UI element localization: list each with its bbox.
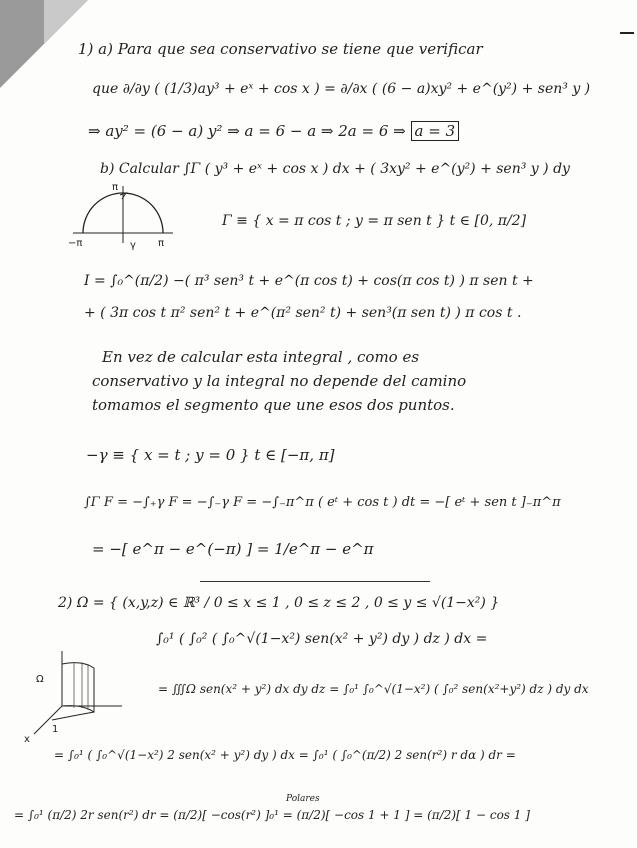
- line-6: I = ∫₀^(π/2) −( π³ sen³ t + e^(π cos t) + cos(π cos t) ) π sen t +: [84, 273, 534, 289]
- line-11: −γ ≡ { x = t ; y = 0 } t ∈ [−π, π]: [86, 446, 335, 464]
- gamma-label: γ: [130, 240, 136, 251]
- line-17: = ∫₀¹ ( ∫₀^√(1−x²) 2 sen(x² + y²) dy ) dx = ∫₀¹ ( ∫₀^(π/2) 2 sen(r²) r dα ) dr =: [54, 748, 516, 762]
- line-12: ∫Γ F = −∫₊γ F = −∫₋γ F = −∫₋π^π ( eᵗ + cos t ) dt = −[ eᵗ + sen t ]₋π^π: [84, 495, 561, 510]
- one-label: 1: [52, 724, 59, 735]
- folded-corner-shade: [44, 0, 88, 44]
- line-14: 2) Ω = { (x,y,z) ∈ ℝ³ / 0 ≤ x ≤ 1 , 0 ≤ z ≤ 2 , 0 ≤ y ≤ √(1−x²) }: [58, 595, 500, 611]
- line-3: [88, 122, 459, 140]
- edge-mark: [620, 32, 634, 34]
- line-8: En vez de calcular esta integral , como es: [102, 348, 420, 366]
- line-10: tomamos el segmento que une esos dos puntos.: [92, 396, 455, 414]
- line-13: = −[ e^π − e^(−π) ] = 1/e^π − e^π: [92, 540, 374, 558]
- line-1: 1) a) Para que sea conservativo se tiene que verificar: [78, 40, 483, 58]
- answer-box: a = 3: [411, 121, 460, 141]
- line-16: = ∭Ω sen(x² + y²) dx dy dz = ∫₀¹ ∫₀^√(1−x²) ( ∫₀² sen(x²+y²) dz ) dy dx: [158, 682, 589, 696]
- figure-cylinder: [22, 646, 132, 750]
- line-9: conservativo y la integral no depende del camino: [92, 372, 467, 390]
- pi-label: π: [158, 238, 165, 249]
- omega-label: Ω: [36, 674, 44, 685]
- line-2: que ∂/∂y ( (1/3)ay³ + eˣ + cos x ) = ∂/∂x ( (6 − a)xy² + e^(y²) + sen³ y ): [92, 81, 591, 97]
- line-3-text: ⇒ ay² = (6 − a) y² ⇒ a = 6 − a ⇒ 2a = 6 ⇒: [88, 122, 406, 140]
- polares-note: Polares: [286, 794, 320, 804]
- figure-arc: [68, 178, 178, 252]
- line-18: = ∫₀¹ (π/2) 2r sen(r²) dr = (π/2)[ −cos(r²) ]₀¹ = (π/2)[ −cos 1 + 1 ] = (π/2)[ 1 − cos 1 ]: [14, 808, 530, 822]
- line-7: + ( 3π cos t π² sen² t + e^(π² sen² t) + sen³(π sen t) ) π cos t .: [84, 305, 522, 321]
- separator-line: [200, 581, 430, 582]
- line-4: b) Calcular ∫Γ ( y³ + eˣ + cos x ) dx + ( 3xy² + e^(y²) + sen³ y ) dy: [100, 161, 570, 177]
- minus-pi-label: −π: [68, 238, 83, 249]
- x-axis-label: x: [24, 734, 30, 745]
- line-5: Γ ≡ { x = π cos t ; y = π sen t } t ∈ [0, π/2]: [222, 213, 527, 229]
- arc-top-label: π: [112, 182, 119, 193]
- line-15: ∫₀¹ ( ∫₀² ( ∫₀^√(1−x²) sen(x² + y²) dy ) dz ) dx =: [156, 631, 488, 647]
